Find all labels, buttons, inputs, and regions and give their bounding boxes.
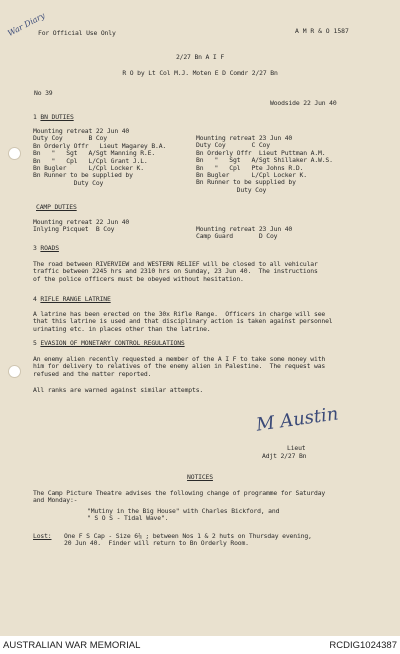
handwritten-note: War Diary [6, 10, 47, 39]
order-number: No 39 [34, 89, 53, 97]
signatory-appointment: Adjt 2/27 Bn [262, 452, 307, 460]
duty-line: Bn Orderly Offr Lieut Magarey B.A. [33, 141, 167, 150]
duty-line: Bn " Cpl L/Cpl Grant J.L. [33, 156, 148, 165]
bn-duties-right [196, 135, 333, 194]
notices-intro [33, 490, 325, 505]
duty-line: Duty Coy [196, 185, 267, 194]
duty-line: Duty Coy B Coy [33, 134, 107, 143]
body-line: The Camp Picture Theatre advises the following change of programme for Saturday [33, 489, 326, 497]
section-3-body [33, 261, 318, 283]
duty-line: Inlying Picquet B Coy [33, 225, 115, 234]
reference-stamp: A M R & O 1587 [295, 27, 349, 35]
section-4-body [33, 311, 333, 333]
lost-label: Lost: [33, 532, 52, 540]
body-line: traffic between 2245 hrs and 2310 hrs on Sunday, 23 Jun 40. The instructions [33, 267, 318, 276]
duty-line: Bn Bugler L/Cpl Locker K. [196, 171, 307, 180]
duty-line: Bn " Sgt A/Sgt Manning R.E. [33, 149, 156, 158]
duty-line: Mounting retreat 23 Jun 40 [196, 134, 293, 142]
body-line: A latrine has been erected on the 30x Rifle Range. Officers in charge will see [33, 310, 326, 318]
archive-name: AUSTRALIAN WAR MEMORIAL [3, 640, 141, 651]
punch-hole [8, 365, 21, 378]
section-1-heading: 1 BN DUTIES [33, 113, 74, 121]
camp-duties-left [33, 219, 129, 234]
section-5-body [33, 356, 325, 378]
body-line: him for delivery to relatives of the enemy alien in Palestine. The request was [33, 362, 326, 371]
body-line: urinating etc. in places other than the latrine. [33, 324, 211, 333]
duty-line: Camp Guard D Coy [196, 232, 278, 241]
camp-duties-heading: CAMP DUTIES [36, 203, 77, 211]
programme-line: " S O S - Tidal Wave". [87, 514, 169, 523]
section-4-heading: 4 RIFLE RANGE LATRINE [33, 295, 111, 303]
body-line: 20 Jun 40. Finder will return to Bn Orderly Room. [64, 539, 249, 548]
signature: M Austin [254, 403, 340, 436]
duty-line: Mounting retreat 23 Jun 40 [196, 225, 293, 233]
duty-line: Duty Coy [33, 178, 104, 187]
lost-notice [64, 533, 312, 548]
duty-line: Mounting retreat 22 Jun 40 [33, 127, 130, 135]
archive-footer [0, 636, 400, 654]
camp-duties-right [196, 226, 292, 241]
signatory-rank: Lieut [287, 444, 306, 452]
body-line: refused and the matter reported. [33, 369, 152, 378]
archive-id: RCDIG1024387 [329, 640, 397, 651]
body-line: that this latrine is used and that disciplinary action is taken against personnel [33, 317, 333, 326]
duty-line: Bn Runner to be supplied by [33, 171, 133, 180]
warning-line: All ranks are warned against similar attempts. [33, 386, 204, 394]
body-line: of the police officers must be obeyed without hesitation. [33, 274, 244, 283]
notices-heading: NOTICES [187, 473, 213, 481]
punch-hole [8, 147, 21, 160]
notices-programme [87, 508, 279, 523]
body-line: An enemy alien recently requested a member of the A I F to take some money with [33, 355, 326, 363]
classification-label: For Official Use Only [38, 29, 116, 37]
body-line: One F S Cap - Size 6⅞ ; between Nos 1 & 2 huts on Thursday evening, [64, 532, 312, 540]
body-line: The road between RIVERVIEW and WESTERN RELIEF will be closed to all vehicular [33, 260, 318, 268]
duty-line: Duty Coy C Coy [196, 141, 270, 150]
duty-line: Bn Runner to be supplied by [196, 178, 296, 187]
section-5-heading: 5 EVASION OF MONETARY CONTROL REGULATIONS [33, 339, 185, 347]
duty-line: Bn " Cpl Pte Johns R.D. [196, 163, 304, 172]
body-line: and Monday:- [33, 496, 78, 505]
bn-duties-left [33, 128, 166, 187]
place-date: Woodside 22 Jun 40 [270, 99, 337, 107]
unit-title: 2/27 Bn A I F [175, 53, 225, 61]
section-3-heading: 3 ROADS [33, 244, 59, 252]
duty-line: Bn Orderly Offr Lieut Puttman A.M. [196, 148, 326, 157]
duty-line: Bn Bugler L/Cpl Locker K. [33, 164, 144, 173]
orders-by-line: R O by Lt Col M.J. Moten E D Comdr 2/27 Bn [122, 69, 278, 77]
duty-line: Mounting retreat 22 Jun 40 [33, 218, 130, 226]
duty-line: Bn " Sgt A/Sgt Shillaker A.W.S. [196, 156, 333, 165]
programme-line: "Mutiny in the Big House" with Charles Bickford, and [87, 507, 280, 515]
